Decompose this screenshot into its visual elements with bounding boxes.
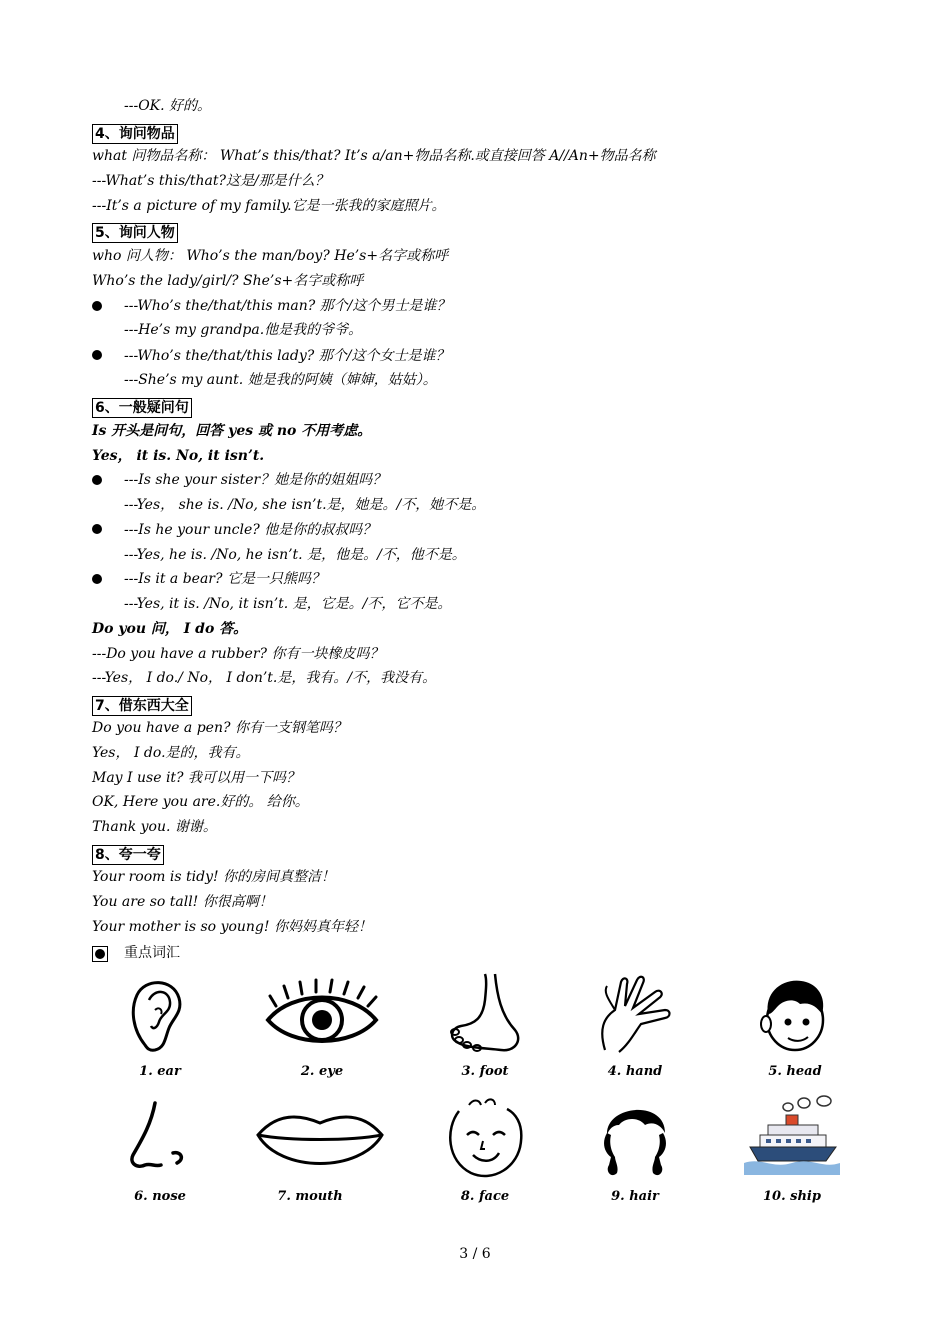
ship-icon bbox=[742, 1095, 842, 1185]
vocab-label: 5. head bbox=[768, 1064, 822, 1079]
text-line: ---OK. 好的。 bbox=[124, 98, 212, 114]
text-line: You are so tall! 你很高啊！ bbox=[92, 894, 273, 910]
section-heading-7: 7、借东西大全 bbox=[92, 696, 192, 716]
vocab-item-ship bbox=[732, 1095, 852, 1204]
text-line: who 问人物： Who’s the man/boy? He’s+名字或称呼 bbox=[92, 248, 449, 264]
ear-icon bbox=[115, 970, 205, 1060]
foot-icon bbox=[435, 970, 535, 1060]
text-line: Thank you. 谢谢。 bbox=[92, 819, 217, 835]
text-line: OK, Here you are.好的。 给你。 bbox=[92, 794, 309, 810]
hand-icon bbox=[585, 970, 685, 1060]
text-line: Yes， I do.是的，我有。 bbox=[92, 745, 250, 761]
vocab-item-ear bbox=[100, 970, 220, 1079]
vocab-label: 3. foot bbox=[461, 1064, 509, 1079]
text-line: ---Yes， she is. /No, she isn’t.是，她是。/不，她不是。 bbox=[124, 497, 486, 513]
vocab-item-foot bbox=[425, 970, 545, 1079]
mouth-icon bbox=[250, 1095, 390, 1185]
text-line: ---She’s my aunt. 她是我的阿姨（婶婶，姑姑）。 bbox=[124, 372, 437, 388]
bullet-icon bbox=[92, 524, 102, 534]
text-line: Who’s the lady/girl/? She’s+名字或称呼 bbox=[92, 273, 364, 289]
text-line: Your room is tidy! 你的房间真整洁！ bbox=[92, 869, 336, 885]
vocab-label: 10. ship bbox=[763, 1189, 821, 1204]
vocab-item-eye bbox=[262, 970, 382, 1079]
head-icon bbox=[750, 970, 840, 1060]
text-line: Do you have a pen? 你有一支钢笔吗？ bbox=[92, 720, 347, 736]
text-line: ---Yes， I do./ No， I don’t.是，我有。/不，我没有。 bbox=[92, 670, 437, 686]
vocab-item-mouth bbox=[250, 1095, 370, 1204]
eye-icon bbox=[262, 970, 382, 1060]
vocab-label: 8. face bbox=[460, 1189, 510, 1204]
text-line: ---It’s a picture of my family.它是一张我的家庭照片。 bbox=[92, 198, 446, 214]
vocab-label: 2. eye bbox=[300, 1064, 344, 1079]
text-line: ---Who’s the/that/this man? 那个/这个男士是谁？ bbox=[124, 298, 451, 314]
bullet-icon bbox=[92, 475, 102, 485]
text-line: Do you 问， I do 答。 bbox=[92, 621, 248, 637]
text-line: ---Do you have a rubber? 你有一块橡皮吗？ bbox=[92, 646, 384, 662]
hair-icon bbox=[585, 1095, 685, 1185]
vocab-label: 7. mouth bbox=[277, 1189, 343, 1204]
text-line: Your mother is so young! 你妈妈真年轻！ bbox=[92, 919, 372, 935]
section-heading-4: 4、询问物品 bbox=[92, 124, 178, 144]
section-heading-5: 5、询问人物 bbox=[92, 223, 178, 243]
text-line: ---Yes, he is. /No, he isn’t. 是，他是。/不，他不是。 bbox=[124, 547, 466, 563]
page-number: 3 / 6 bbox=[459, 1246, 491, 1262]
nose-icon bbox=[115, 1095, 205, 1185]
vocab-item-head bbox=[735, 970, 855, 1079]
text-line: ---Is it a bear? 它是一只熊吗？ bbox=[124, 571, 325, 587]
face-icon bbox=[435, 1095, 535, 1185]
text-line: Yes， it is. No, it isn’t. bbox=[92, 448, 265, 464]
bullet-icon bbox=[92, 301, 102, 311]
bullet-icon bbox=[92, 946, 108, 962]
vocab-label: 4. hand bbox=[607, 1064, 663, 1079]
section-heading-8: 8、夸一夸 bbox=[92, 845, 164, 865]
text-line: ---He’s my grandpa.他是我的爷爷。 bbox=[124, 322, 363, 338]
vocab-item-hand bbox=[575, 970, 695, 1079]
text-line: May I use it? 我可以用一下吗？ bbox=[92, 770, 301, 786]
vocab-item-hair bbox=[575, 1095, 695, 1204]
bullet-icon bbox=[92, 574, 102, 584]
text-line: ---What’s this/that?这是/那是什么？ bbox=[92, 173, 329, 189]
vocab-title: 重点词汇 bbox=[124, 945, 180, 961]
text-line: ---Who’s the/that/this lady? 那个/这个女士是谁？ bbox=[124, 348, 450, 364]
vocab-label: 9. hair bbox=[611, 1189, 659, 1204]
bullet-icon bbox=[92, 350, 102, 360]
text-line: ---Is he your uncle? 他是你的叔叔吗？ bbox=[124, 522, 377, 538]
vocab-label: 1. ear bbox=[139, 1064, 181, 1079]
text-line: what 问物品名称： What’s this/that? It’s a/an+物品名称.或直接回答 A//An+物品名称 bbox=[92, 148, 656, 164]
text-line: ---Yes, it is. /No, it isn’t. 是，它是。/不，它不是。 bbox=[124, 596, 452, 612]
section-heading-6: 6、一般疑问句 bbox=[92, 398, 192, 418]
vocab-label: 6. nose bbox=[134, 1189, 186, 1204]
text-line: Is 开头是问句，回答 yes 或 no 不用考虑。 bbox=[92, 423, 372, 439]
vocab-item-nose bbox=[100, 1095, 220, 1204]
text-line: ---Is she your sister？她是你的姐姐吗？ bbox=[124, 472, 387, 488]
vocab-item-face bbox=[425, 1095, 545, 1204]
